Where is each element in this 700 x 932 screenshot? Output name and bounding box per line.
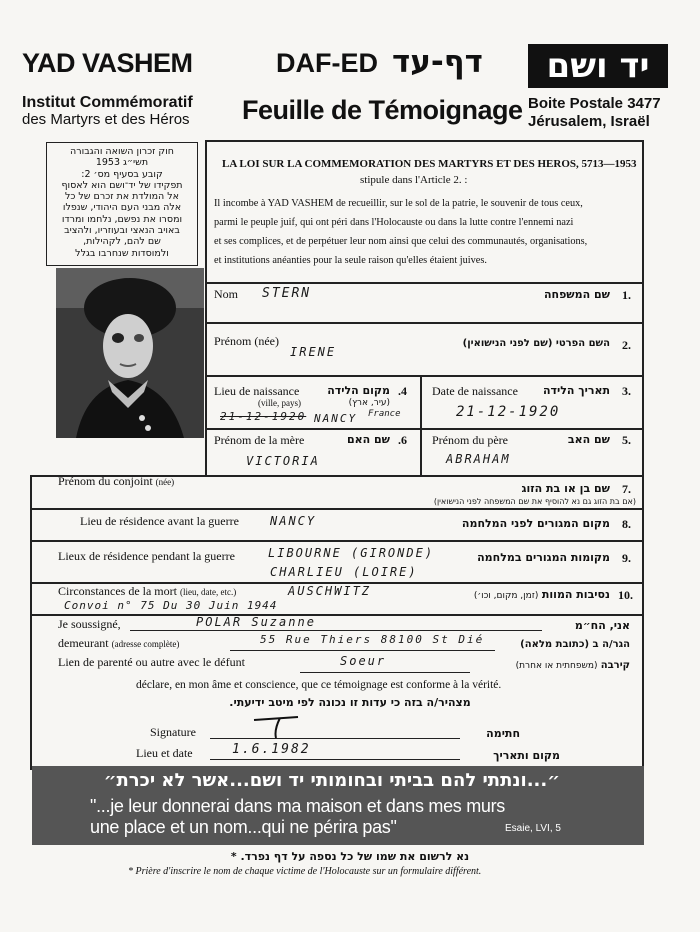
field-number: .4 — [398, 384, 407, 398]
demeurant-small: (adresse complète) — [111, 639, 180, 649]
field-residence-pendant-hebrew: מקומות המגורים במלחמה — [477, 551, 610, 564]
field-number: 5. — [622, 433, 631, 447]
field-lieu-naissance-value[interactable]: NANCY — [314, 412, 358, 425]
parente-hebrew — [470, 660, 630, 671]
lieu-date-hebrew: מקום ותאריך — [493, 749, 560, 762]
law-hebrew-text — [50, 146, 194, 259]
form-divider — [205, 322, 643, 324]
org-name: YAD VASHEM — [22, 48, 193, 78]
field-date-naissance-value[interactable]: 21-12-1920 — [456, 404, 561, 420]
footer-hebrew: נא לרשום את שמו של כל נספה על דף נפרד. * — [230, 850, 470, 863]
field-conjoint-hebrew-sub: (אם בת הזוג גם נא להוסיף את שם המשפחה לפני הנישואין) — [433, 497, 636, 506]
field-circonstances-he2: (זמן, מקום, וכו׳) — [473, 591, 539, 601]
law-body-line: et institutions anéanties pour la seule raison qu'elles étaient juives. — [214, 255, 487, 266]
soussigne-hebrew: אני, הח״מ — [574, 619, 630, 632]
form-divider — [420, 375, 422, 475]
form-divider — [205, 428, 643, 430]
form-divider — [30, 475, 32, 770]
field-lieu-naissance-struck: 21-12-1920 — [220, 410, 307, 423]
field-lieu-naissance-label: Lieu de naissance — [214, 384, 300, 398]
field-date-naissance-label: Date de naissance — [432, 384, 518, 398]
field-mere-hebrew: שם האם — [346, 433, 390, 446]
field-number: 1. — [622, 288, 631, 302]
demeurant-text: demeurant — [58, 636, 109, 650]
law-hebrew-line: תשי״ג 1953 — [95, 157, 149, 169]
declaration-french: déclare, en mon âme et conscience, que ce témoignage est conforme à la vérité. — [136, 679, 502, 691]
field-lieu-naissance-value2[interactable]: France — [368, 409, 401, 419]
field-number: 9. — [622, 551, 631, 565]
parente-he: קירבה — [600, 660, 630, 671]
field-circonstances-hebrew — [420, 588, 610, 601]
law-hebrew-line: שם להם, לקהילות, — [83, 236, 161, 248]
law-body-line: Il incombe à YAD VASHEM de recueillir, sur le sol de la patrie, le souvenir de tous ceux, — [214, 198, 583, 209]
signature-label: Signature — [150, 725, 196, 739]
field-number: 3. — [622, 384, 631, 398]
soussigne-label: Je soussigné, — [58, 617, 121, 631]
footer-hebrew-text: נא לרשום את שמו של כל נספה על דף נפרד. — [240, 850, 470, 863]
footer-french-text: Prière d'inscrire le nom de chaque victime de l'Holocauste sur un formulaire différent. — [135, 866, 482, 877]
law-hebrew-line: ולמוסדות שנחרבו בגלל — [75, 247, 169, 259]
law-title: LA LOI SUR LA COMMEMORATION DES MARTYRS ET DES HEROS, 5713—1953 — [222, 158, 637, 170]
field-residence-pendant-label: Lieux de résidence pendant la guerre — [58, 549, 235, 563]
demeurant-hebrew: הגר/ה ב (כתובת מלאה) — [520, 639, 630, 650]
field-nom-label: Nom — [214, 287, 238, 301]
field-conjoint-small: (née) — [155, 477, 175, 487]
field-lieu-naissance-hebrew: מקום הלידה — [327, 384, 390, 397]
field-underline — [210, 759, 460, 760]
law-subtitle: stipule dans l'Article 2. : — [360, 174, 468, 186]
form-name: DAF-ED — [276, 48, 378, 78]
field-residence-pendant-value[interactable]: LIBOURNE (GIRONDE) — [268, 546, 435, 560]
field-circonstances-text: Circonstances de la mort — [58, 584, 177, 598]
field-prenom-hebrew: השם הפרטי (שם לפני הנישואין) — [462, 338, 610, 349]
form-divider — [30, 508, 643, 510]
footer-french: * Prière d'inscrire le nom de chaque victime de l'Holocauste sur un formulaire différent. — [128, 866, 482, 877]
form-divider — [205, 375, 643, 377]
field-underline — [300, 672, 470, 673]
field-circonstances-label — [58, 584, 236, 599]
field-underline — [230, 650, 495, 651]
field-mere-label: Prénom de la mère — [214, 433, 305, 447]
field-residence-avant-value[interactable]: NANCY — [270, 514, 317, 528]
address-line1: Boite Postale 3477 — [528, 95, 661, 112]
field-number: 2. — [622, 338, 631, 352]
field-underline — [130, 630, 542, 631]
field-nom-value[interactable]: STERN — [262, 286, 312, 301]
field-lieu-naissance-hebrew-sub: (עיר, ארץ) — [348, 398, 390, 408]
field-circonstances-he: נסיבות המוות — [541, 588, 610, 601]
field-number: .6 — [398, 433, 407, 447]
parente-he2: (משפחתית או אחרת) — [515, 661, 598, 671]
field-circonstances-value[interactable]: AUSCHWITZ — [288, 584, 372, 598]
law-hebrew-line: חוק זכרון השואה והגבורה — [70, 146, 174, 157]
law-body — [214, 194, 654, 270]
banner-line2: une place et un nom...qui ne périra pas" — [90, 817, 397, 837]
declaration-hebrew: מצהיר/ה בזה כי עדות זו נכונה לפי מיטב ידיעתי. — [229, 696, 471, 709]
field-residence-pendant-value2[interactable]: CHARLIEU (LOIRE) — [270, 565, 418, 579]
field-lieu-naissance-small: (ville, pays) — [258, 398, 301, 408]
law-hebrew-line: ומסרו את נפשם, נלחמו ומרדו — [61, 213, 183, 225]
form-name-hebrew: דף-עד — [392, 44, 483, 80]
banner-hebrew: ״...ונתתי להם בביתי ובחומותי יד ושם...אשר לא יכרת״ — [103, 770, 560, 791]
law-body-line: et ses complices, et de perpétuer leur nom ainsi que celui des communautés, organisations, — [214, 236, 588, 247]
field-pere-hebrew: שם האב — [567, 433, 610, 446]
field-date-naissance-hebrew: תאריך הלידה — [542, 384, 610, 397]
law-body-line: parmi le peuple juif, qui ont péri dans l'Holocauste ou dans la lutte contre l'ennemi nazi — [214, 217, 574, 228]
banner-line1: "...je leur donnerai dans ma maison et dans mes murs — [90, 796, 505, 816]
institute-line1: Institut Commémoratif — [22, 94, 193, 111]
signature-hebrew: חתימה — [486, 727, 520, 740]
address-line2: Jérusalem, Israël — [528, 113, 650, 130]
form-title: Feuille de Témoignage — [242, 95, 523, 125]
field-nom-hebrew: שם המשפחה — [543, 288, 610, 301]
demeurant-value[interactable]: 55 Rue Thiers 88100 St Dié — [260, 633, 485, 646]
field-pere-value[interactable]: ABRAHAM — [446, 452, 511, 466]
lieu-date-label: Lieu et date — [136, 746, 193, 760]
yad-vashem-logo: יד ושם — [528, 44, 668, 88]
form-divider — [205, 140, 207, 475]
form-divider — [30, 540, 643, 542]
law-hebrew-line: קובע בסעיף מס׳ 2: — [81, 168, 163, 180]
field-conjoint-label — [58, 474, 174, 489]
parente-label: Lien de parenté ou autre avec le défunt — [58, 655, 245, 669]
field-number: 8. — [622, 517, 631, 531]
form-divider — [205, 282, 643, 284]
soussigne-value[interactable]: POLAR Suzanne — [196, 615, 316, 629]
law-hebrew-line: אל המולדת את זכרם של כל — [64, 191, 180, 203]
lieu-date-value[interactable]: 1.6.1982 — [232, 742, 311, 757]
field-prenom-value[interactable]: IRENE — [290, 345, 337, 359]
field-prenom-label: Prénom (née) — [214, 334, 279, 348]
field-circonstances-value2[interactable]: Convoi n° 75 Du 30 Juin 1944 — [64, 599, 278, 612]
law-hebrew-line: אלה מבני העם היהודי, שנפלו — [62, 202, 182, 214]
law-hebrew-line: באויב הנאצי ובעוזריו, ולהציב — [64, 225, 180, 237]
field-underline — [210, 738, 460, 739]
demeurant-label — [58, 636, 179, 651]
field-number: 7. — [622, 482, 631, 496]
field-pere-label: Prénom du père — [432, 433, 508, 447]
field-residence-avant-hebrew: מקום המגורים לפני המלחמה — [461, 517, 610, 530]
institute-line2: des Martyrs et des Héros — [22, 111, 190, 128]
form-divider — [205, 140, 643, 142]
field-residence-avant-label: Lieu de résidence avant la guerre — [80, 514, 239, 528]
law-hebrew-line: תפקידו של יד־ושם הוא לאסוף — [61, 179, 183, 191]
portrait-photo — [56, 268, 204, 438]
form-divider — [642, 140, 644, 770]
field-circonstances-small: (lieu, date, etc.) — [179, 587, 237, 597]
field-conjoint-hebrew: שם בן או בת הזוג — [521, 482, 610, 495]
form-divider — [30, 614, 643, 616]
field-mere-value[interactable]: VICTORIA — [246, 454, 320, 468]
signature-mark — [250, 712, 320, 740]
field-number: 10. — [618, 588, 633, 602]
field-conjoint-text: Prénom du conjoint — [58, 474, 153, 488]
parente-value[interactable]: Soeur — [340, 654, 387, 668]
banner-ref: Esaie, LVI, 5 — [505, 823, 561, 834]
